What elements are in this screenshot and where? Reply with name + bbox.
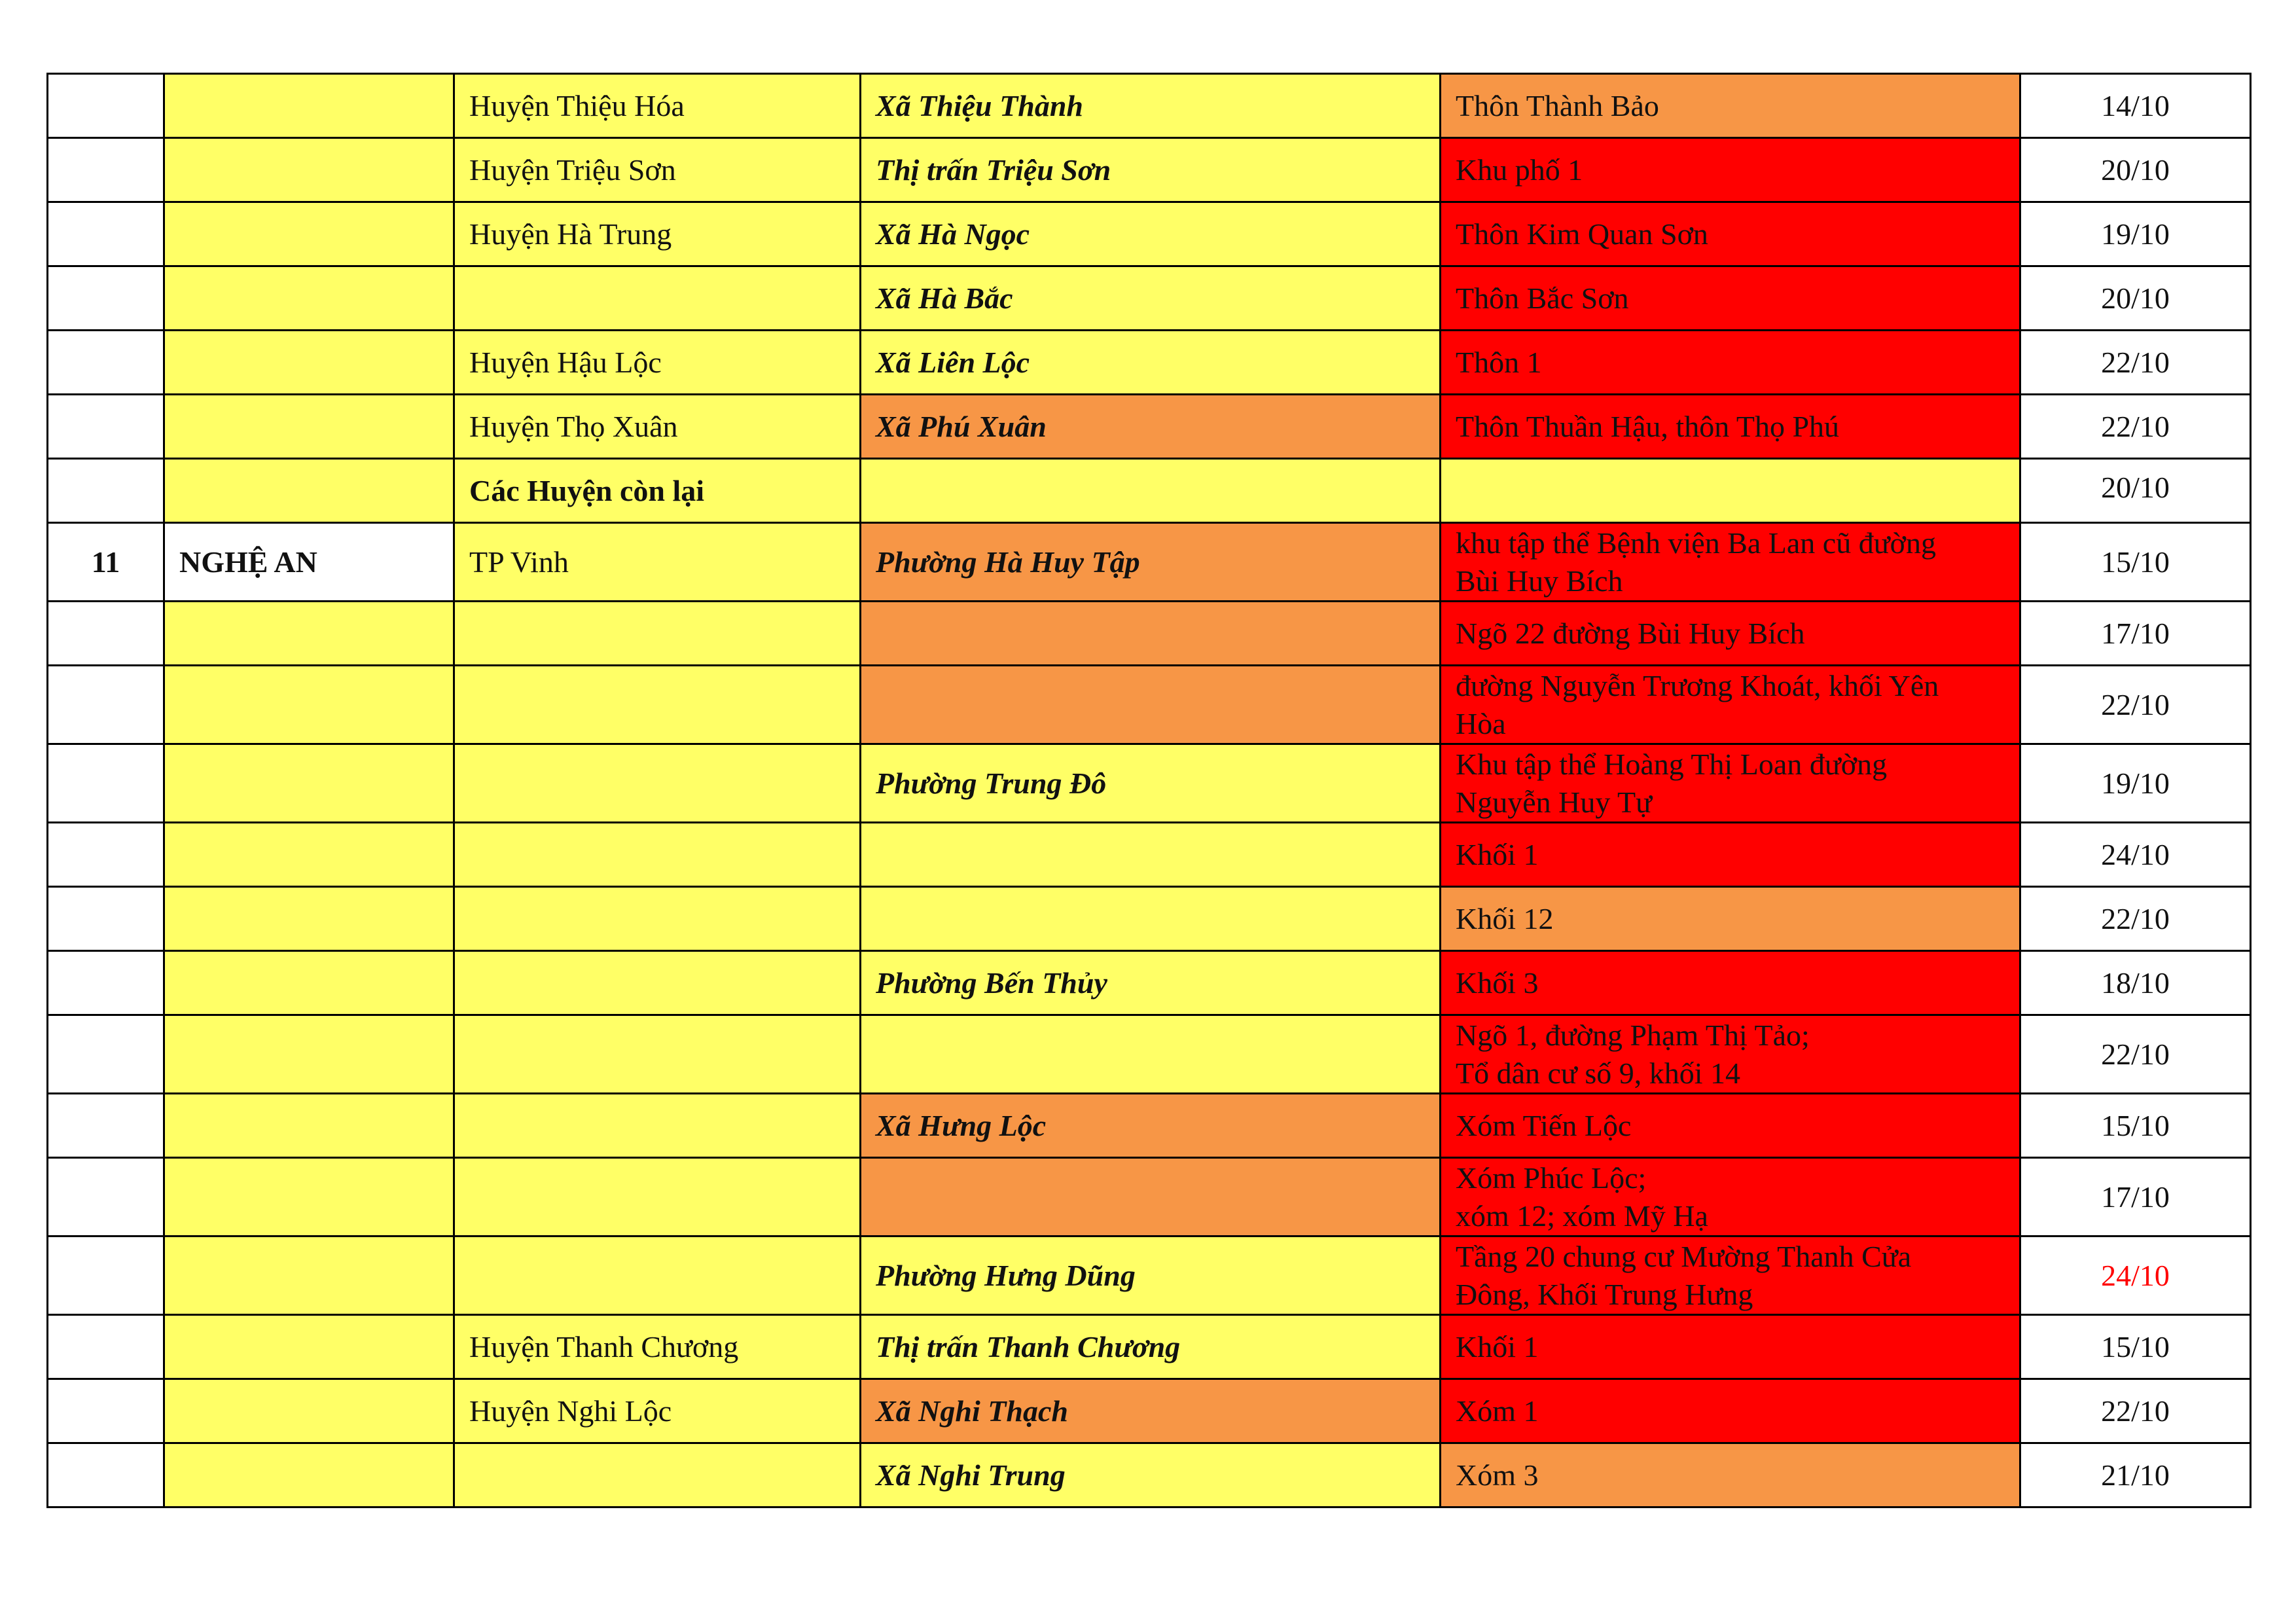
commune-cell bbox=[861, 823, 1441, 887]
stt-cell bbox=[48, 1236, 164, 1315]
stt-cell bbox=[48, 602, 164, 666]
province-cell: NGHỆ AN bbox=[164, 523, 454, 602]
commune-cell: Phường Bến Thủy bbox=[861, 951, 1441, 1015]
date-cell: 22/10 bbox=[2020, 1015, 2251, 1094]
stt-cell bbox=[48, 666, 164, 744]
district-cell bbox=[454, 1443, 861, 1507]
table-row bbox=[48, 459, 2251, 523]
table-row bbox=[48, 951, 2251, 1015]
stt-cell bbox=[48, 1094, 164, 1158]
date-cell: 22/10 bbox=[2020, 1379, 2251, 1443]
location-cell: Ngõ 22 đường Bùi Huy Bích bbox=[1441, 602, 2020, 666]
date-cell: 20/10 bbox=[2020, 138, 2251, 202]
commune-cell: Thị trấn Triệu Sơn bbox=[861, 138, 1441, 202]
table-row bbox=[48, 602, 2251, 666]
location-cell: Thôn Kim Quan Sơn bbox=[1441, 202, 2020, 266]
location-cell: Khối 12 bbox=[1441, 887, 2020, 951]
province-cell bbox=[164, 744, 454, 823]
date-cell: 22/10 bbox=[2020, 395, 2251, 459]
date-cell: 22/10 bbox=[2020, 887, 2251, 951]
stt-cell bbox=[48, 1015, 164, 1094]
commune-cell: Xã Phú Xuân bbox=[861, 395, 1441, 459]
province-cell bbox=[164, 395, 454, 459]
table-row bbox=[48, 1015, 2251, 1094]
commune-cell bbox=[861, 1015, 1441, 1094]
date-cell: 14/10 bbox=[2020, 74, 2251, 138]
location-cell: đường Nguyễn Trương Khoát, khối Yên Hòa bbox=[1441, 666, 2020, 744]
commune-cell: Phường Hà Huy Tập bbox=[861, 523, 1441, 602]
stt-cell bbox=[48, 1315, 164, 1379]
province-cell bbox=[164, 666, 454, 744]
location-cell bbox=[1441, 459, 2020, 523]
location-cell: Khu tập thể Hoàng Thị Loan đường Nguyễn Huy Tự bbox=[1441, 744, 2020, 823]
date-cell: 22/10 bbox=[2020, 666, 2251, 744]
commune-cell: Xã Hà Bắc bbox=[861, 266, 1441, 331]
location-cell: Tầng 20 chung cư Mường Thanh Cửa Đông, Khối Trung Hưng bbox=[1441, 1236, 2020, 1315]
date-cell: 20/10 bbox=[2020, 266, 2251, 331]
location-cell: Thôn Thuần Hậu, thôn Thọ Phú bbox=[1441, 395, 2020, 459]
table-row bbox=[48, 1379, 2251, 1443]
district-cell: TP Vinh bbox=[454, 523, 861, 602]
district-cell bbox=[454, 266, 861, 331]
commune-cell bbox=[861, 459, 1441, 523]
stt-cell bbox=[48, 951, 164, 1015]
table-row bbox=[48, 1315, 2251, 1379]
province-cell bbox=[164, 1015, 454, 1094]
commune-cell: Xã Nghi Trung bbox=[861, 1443, 1441, 1507]
date-cell: 15/10 bbox=[2020, 1315, 2251, 1379]
date-cell: 22/10 bbox=[2020, 331, 2251, 395]
date-cell: 18/10 bbox=[2020, 951, 2251, 1015]
stt-cell bbox=[48, 459, 164, 523]
date-cell: 21/10 bbox=[2020, 1443, 2251, 1507]
location-cell: Thôn Thành Bảo bbox=[1441, 74, 2020, 138]
commune-cell: Xã Liên Lộc bbox=[861, 331, 1441, 395]
table-row bbox=[48, 887, 2251, 951]
commune-cell bbox=[861, 887, 1441, 951]
location-cell: khu tập thể Bệnh viện Ba Lan cũ đường Bùi Huy Bích bbox=[1441, 523, 2020, 602]
province-cell bbox=[164, 331, 454, 395]
district-cell bbox=[454, 823, 861, 887]
table-row bbox=[48, 523, 2251, 602]
date-cell: 20/10 bbox=[2020, 459, 2251, 523]
table-row bbox=[48, 823, 2251, 887]
district-cell bbox=[454, 602, 861, 666]
date-cell: 15/10 bbox=[2020, 1094, 2251, 1158]
location-cell: Khối 3 bbox=[1441, 951, 2020, 1015]
date-cell: 17/10 bbox=[2020, 602, 2251, 666]
district-cell bbox=[454, 1094, 861, 1158]
table-row bbox=[48, 266, 2251, 331]
province-cell bbox=[164, 951, 454, 1015]
stt-cell bbox=[48, 74, 164, 138]
table-row bbox=[48, 1236, 2251, 1315]
location-cell: Thôn 1 bbox=[1441, 331, 2020, 395]
district-cell: Huyện Hà Trung bbox=[454, 202, 861, 266]
stt-cell bbox=[48, 1158, 164, 1236]
province-cell bbox=[164, 602, 454, 666]
table-row bbox=[48, 666, 2251, 744]
district-cell: Huyện Thanh Chương bbox=[454, 1315, 861, 1379]
commune-cell: Phường Hưng Dũng bbox=[861, 1236, 1441, 1315]
district-cell: Các Huyện còn lại bbox=[454, 459, 861, 523]
stt-cell bbox=[48, 823, 164, 887]
location-cell: Ngõ 1, đường Phạm Thị Tảo; Tổ dân cư số 9, khối 14 bbox=[1441, 1015, 2020, 1094]
location-cell: Xóm 1 bbox=[1441, 1379, 2020, 1443]
stt-cell: 11 bbox=[48, 523, 164, 602]
province-cell bbox=[164, 887, 454, 951]
commune-cell: Phường Trung Đô bbox=[861, 744, 1441, 823]
table-row bbox=[48, 74, 2251, 138]
stt-cell bbox=[48, 1379, 164, 1443]
table-row bbox=[48, 395, 2251, 459]
location-cell: Xóm Tiến Lộc bbox=[1441, 1094, 2020, 1158]
district-cell bbox=[454, 887, 861, 951]
location-cell: Thôn Bắc Sơn bbox=[1441, 266, 2020, 331]
province-cell bbox=[164, 459, 454, 523]
commune-cell: Thị trấn Thanh Chương bbox=[861, 1315, 1441, 1379]
date-cell: 17/10 bbox=[2020, 1158, 2251, 1236]
district-cell: Huyện Hậu Lộc bbox=[454, 331, 861, 395]
district-cell bbox=[454, 951, 861, 1015]
stt-cell bbox=[48, 395, 164, 459]
outbreak-locations-table bbox=[46, 73, 2251, 1508]
province-cell bbox=[164, 1443, 454, 1507]
table-row bbox=[48, 1094, 2251, 1158]
province-cell bbox=[164, 74, 454, 138]
table-row bbox=[48, 331, 2251, 395]
province-cell bbox=[164, 1236, 454, 1315]
date-cell: 19/10 bbox=[2020, 744, 2251, 823]
province-cell bbox=[164, 823, 454, 887]
commune-cell: Xã Hà Ngọc bbox=[861, 202, 1441, 266]
district-cell bbox=[454, 1158, 861, 1236]
province-cell bbox=[164, 1094, 454, 1158]
date-cell: 24/10 bbox=[2020, 823, 2251, 887]
table-row bbox=[48, 138, 2251, 202]
stt-cell bbox=[48, 138, 164, 202]
stt-cell bbox=[48, 744, 164, 823]
province-cell bbox=[164, 1379, 454, 1443]
date-cell: 19/10 bbox=[2020, 202, 2251, 266]
province-cell bbox=[164, 266, 454, 331]
district-cell bbox=[454, 666, 861, 744]
commune-cell bbox=[861, 602, 1441, 666]
date-cell: 15/10 bbox=[2020, 523, 2251, 602]
location-cell: Xóm Phúc Lộc; xóm 12; xóm Mỹ Hạ bbox=[1441, 1158, 2020, 1236]
district-cell: Huyện Thiệu Hóa bbox=[454, 74, 861, 138]
province-cell bbox=[164, 1158, 454, 1236]
district-cell: Huyện Thọ Xuân bbox=[454, 395, 861, 459]
district-cell bbox=[454, 744, 861, 823]
stt-cell bbox=[48, 887, 164, 951]
district-cell: Huyện Nghi Lộc bbox=[454, 1379, 861, 1443]
table-row bbox=[48, 1158, 2251, 1236]
location-cell: Khối 1 bbox=[1441, 823, 2020, 887]
table-row bbox=[48, 1443, 2251, 1507]
commune-cell: Xã Hưng Lộc bbox=[861, 1094, 1441, 1158]
table-row bbox=[48, 744, 2251, 823]
location-cell: Xóm 3 bbox=[1441, 1443, 2020, 1507]
province-cell bbox=[164, 1315, 454, 1379]
table-body bbox=[48, 74, 2251, 1507]
commune-cell bbox=[861, 666, 1441, 744]
stt-cell bbox=[48, 266, 164, 331]
stt-cell bbox=[48, 202, 164, 266]
location-cell: Khu phố 1 bbox=[1441, 138, 2020, 202]
district-cell: Huyện Triệu Sơn bbox=[454, 138, 861, 202]
stt-cell bbox=[48, 331, 164, 395]
commune-cell: Xã Nghi Thạch bbox=[861, 1379, 1441, 1443]
commune-cell bbox=[861, 1158, 1441, 1236]
district-cell bbox=[454, 1236, 861, 1315]
date-cell: 24/10 bbox=[2020, 1236, 2251, 1315]
province-cell bbox=[164, 202, 454, 266]
table-row bbox=[48, 202, 2251, 266]
province-cell bbox=[164, 138, 454, 202]
stt-cell bbox=[48, 1443, 164, 1507]
location-cell: Khối 1 bbox=[1441, 1315, 2020, 1379]
commune-cell: Xã Thiệu Thành bbox=[861, 74, 1441, 138]
district-cell bbox=[454, 1015, 861, 1094]
